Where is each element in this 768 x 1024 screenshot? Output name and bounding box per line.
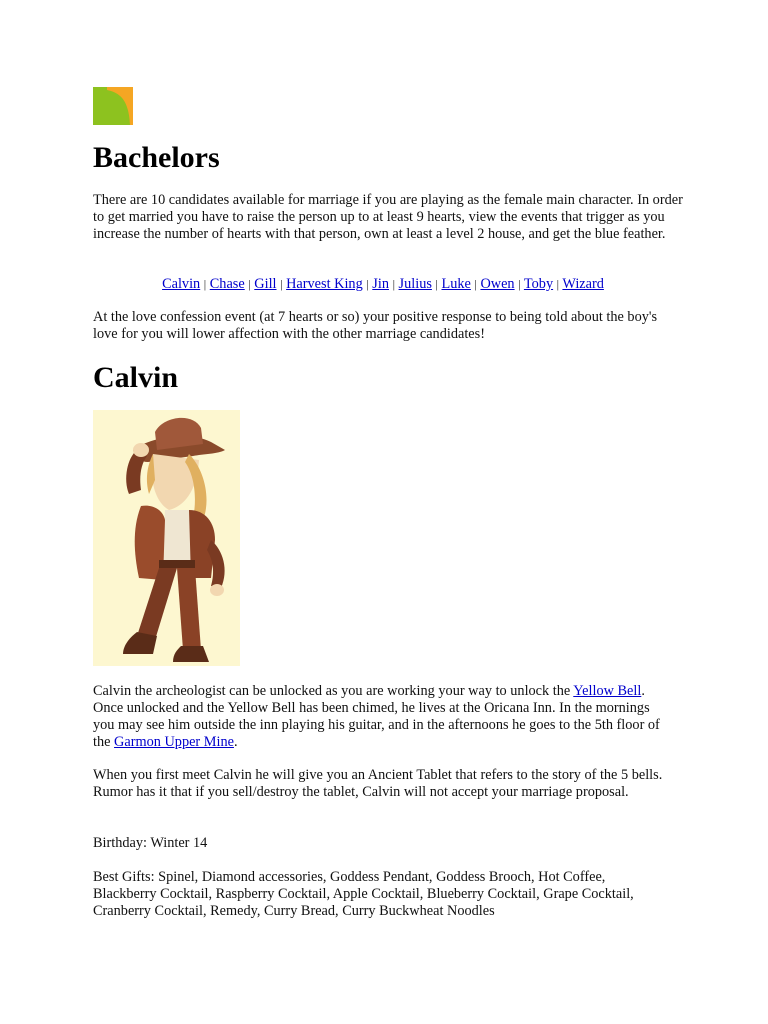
intro-paragraph: There are 10 candidates available for marriage if you are playing as the female main character. In order to get married you have to raise the person up to at least 9 hearts, view the events that trigger as you increase the number of hearts with that person, own at least a level 2 house, and get the blue feather.	[93, 192, 683, 242]
calvin-description-paragraph	[93, 683, 673, 751]
calvin-text-c: .	[233, 734, 238, 750]
nav-separator: |	[280, 277, 283, 291]
garmon-upper-mine-link[interactable]: Garmon Upper Mine	[114, 734, 234, 750]
calvin-tablet-paragraph: When you first meet Calvin he will give you an Ancient Tablet that refers to the story of the 5 bells. Rumor has it that if you sell/destroy the tablet, Calvin will not accept your marriage proposal.	[93, 767, 663, 800]
nav-link-harvest-king[interactable]: Harvest King	[286, 276, 363, 292]
nav-separator: |	[556, 277, 560, 291]
nav-separator: |	[435, 277, 438, 291]
calvin-text-b: . Once unlocked and the Yellow Bell has been chimed, he lives at the Oricana Inn. In the mornings you may see him outside the inn playing his guitar, and in the afternoons he goes to the 5th floor of the	[93, 683, 660, 750]
nav-link-toby[interactable]: Toby	[523, 276, 554, 292]
nav-link-luke[interactable]: Luke	[441, 276, 471, 292]
section-heading-calvin: Calvin	[93, 361, 179, 394]
page-title: Bachelors	[93, 141, 220, 174]
confession-paragraph: At the love confession event (at 7 hearts or so) your positive response to being told about the boy's love for you will lower affection with the other marriage candidates!	[93, 309, 658, 342]
bachelor-nav	[93, 276, 673, 293]
logo-icon	[93, 87, 133, 125]
yellow-bell-link[interactable]: Yellow Bell	[573, 683, 642, 699]
calvin-text-a: Calvin the archeologist can be unlocked as you are working your way to unlock the	[93, 683, 574, 699]
nav-separator: |	[392, 277, 395, 291]
nav-separator: |	[203, 277, 207, 291]
nav-link-gill[interactable]: Gill	[254, 276, 277, 292]
nav-separator: |	[366, 277, 369, 291]
nav-link-wizard[interactable]: Wizard	[562, 276, 604, 292]
nav-link-owen[interactable]: Owen	[480, 276, 515, 292]
nav-link-calvin[interactable]: Calvin	[162, 276, 201, 292]
calvin-portrait	[93, 410, 240, 666]
nav-separator: |	[248, 277, 251, 291]
nav-link-jin[interactable]: Jin	[372, 276, 389, 292]
nav-link-chase[interactable]: Chase	[209, 276, 245, 292]
nav-separator: |	[518, 277, 521, 291]
calvin-best-gifts: Best Gifts: Spinel, Diamond accessories, Goddess Pendant, Goddess Brooch, Hot Coffee, Blackberry Cocktail, Raspberry Cocktail, Apple Cocktail, Blueberry Cocktail, Grape Cocktail, Cranberry Cocktail, Remedy, Curry Bread, Curry Buckwheat Noodles	[93, 869, 634, 919]
nav-separator: |	[474, 277, 477, 291]
nav-link-julius[interactable]: Julius	[398, 276, 432, 292]
calvin-birthday: Birthday: Winter 14	[93, 835, 208, 851]
